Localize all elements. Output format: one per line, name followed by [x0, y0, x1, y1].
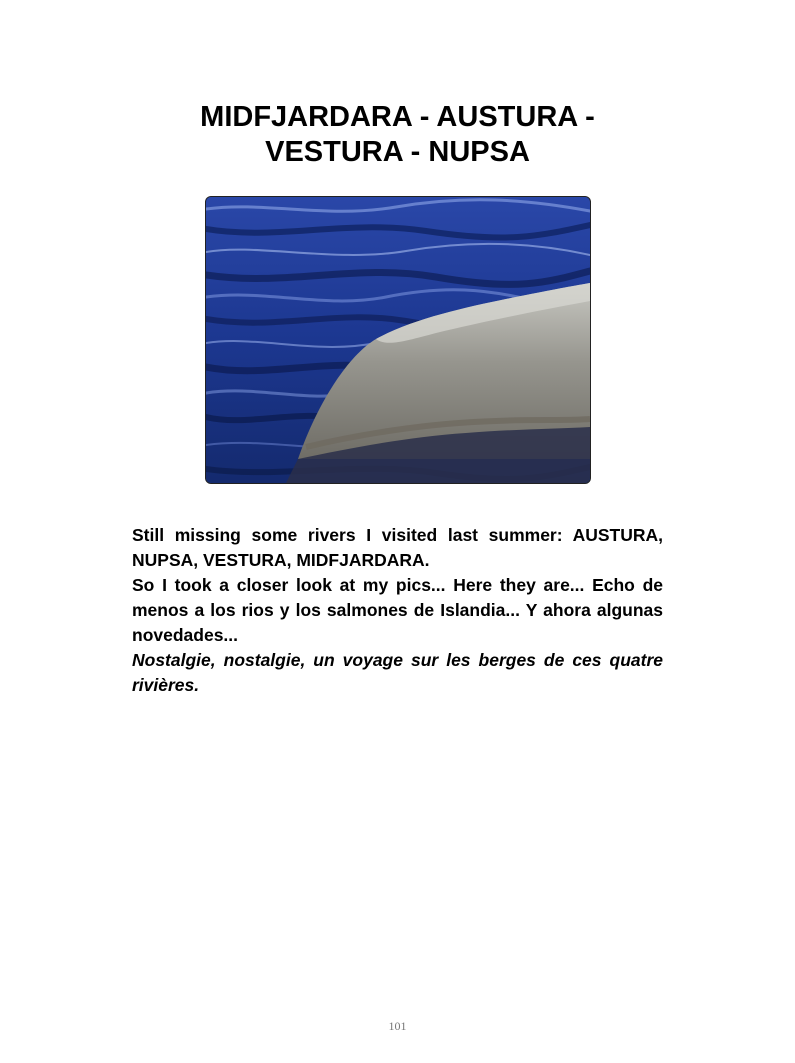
river-rock-illustration [206, 197, 590, 483]
paragraph-french: Nostalgie, nostalgie, un voyage sur les berges de ces quatre rivières. [132, 650, 663, 695]
page-title-line-1: MIDFJARDARA - AUSTURA - [200, 101, 595, 133]
body-text [132, 523, 663, 698]
paragraph-mixed: So I took a closer look at my pics... Here they are... Echo de menos a los rios y los salmones de Islandia... Y ahora algunas novedades... [132, 575, 663, 645]
page-title [0, 100, 795, 170]
paragraph-english: Still missing some rivers I visited last summer: AUSTURA, NUPSA, VESTURA, MIDFJARDARA. [132, 525, 663, 570]
river-rock-photo [206, 197, 590, 483]
page-title-line-2: VESTURA - NUPSA [265, 136, 530, 168]
page-number: 101 [388, 1019, 407, 1033]
